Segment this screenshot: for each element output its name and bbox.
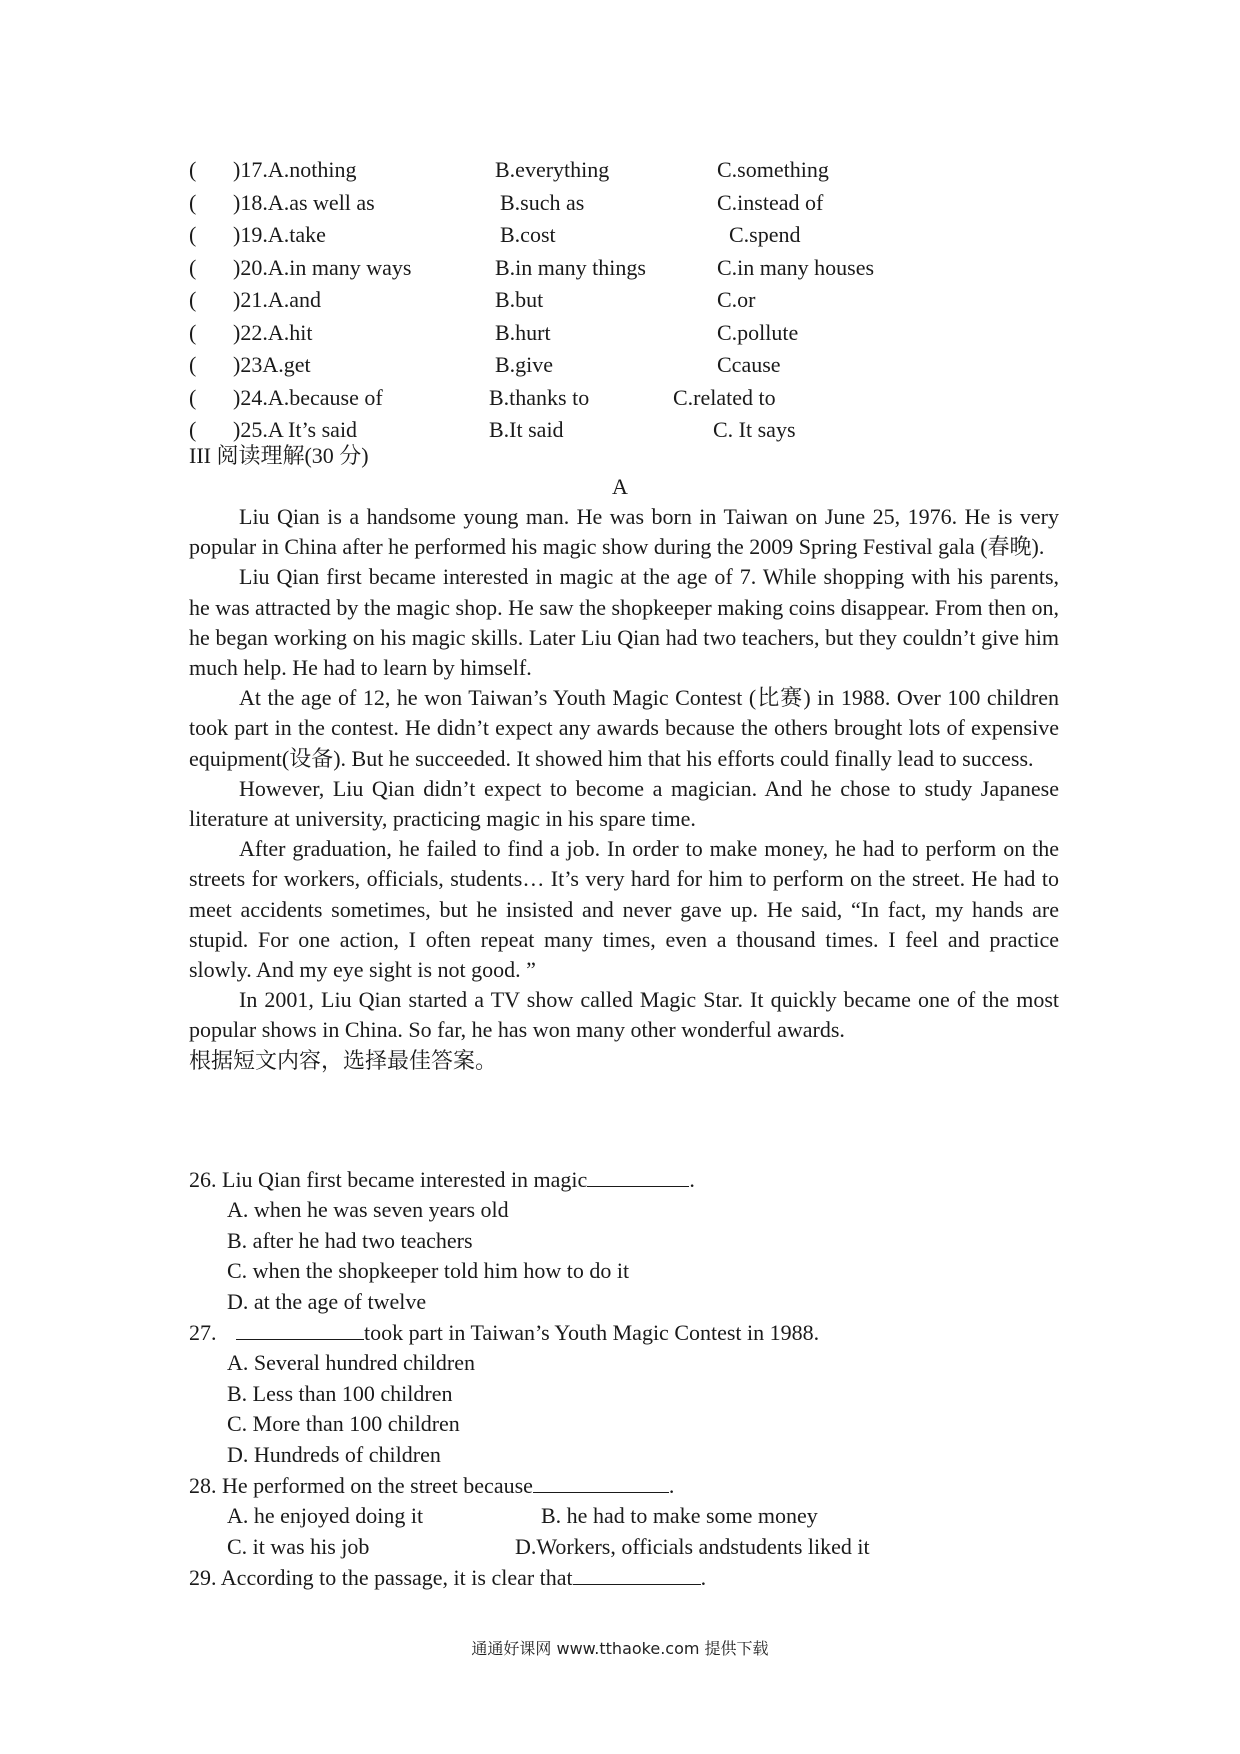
- answer-paren: (: [189, 287, 197, 312]
- answer-blank: [236, 1317, 364, 1340]
- option-a: )22.A.hit: [233, 319, 313, 345]
- answer-blank: [587, 1164, 689, 1187]
- choice: C. it was his job: [227, 1533, 370, 1559]
- option-c: C.or: [717, 287, 756, 312]
- question-number: 27.: [189, 1320, 217, 1346]
- question-stem: 28. He performed on the street because: [189, 1473, 533, 1499]
- option-c: Ccause: [717, 352, 781, 377]
- option-c: C. It says: [713, 417, 796, 442]
- paragraph: However, Liu Qian didn’t expect to become a magician. And he chose to study Japanese literature at university, practicing magic in his spare time.: [189, 775, 1059, 832]
- passage-letter: A: [612, 474, 628, 499]
- question-stem: took part in Taiwan’s Youth Magic Contest in 1988.: [364, 1320, 820, 1346]
- choice: D.Workers, officials andstudents liked it: [515, 1533, 870, 1559]
- paragraph: At the age of 12, he won Taiwan’s Youth Magic Contest (比赛) in 1988. Over 100 children took part in the contest. He didn’t expect any awards because the others brought lots of expensive equipment(设备). But he succeeded. It showed him that his efforts could finally lead to success.: [189, 685, 1059, 771]
- paragraph: After graduation, he failed to find a job. In order to make money, he had to perform on the streets for workers, officials, students… It’s very hard for him to perform on the street. He had to meet accidents sometimes, but he insisted and never gave up. He said, “In fact, my hands are stupid. For one action, I often repeat many times, even a thousand times. I feel and practice slowly. And my eye sight is not good. ”: [189, 836, 1059, 983]
- option-c: C.related to: [673, 384, 776, 410]
- paragraph: Liu Qian is a handsome young man. He was born in Taiwan on June 25, 1976. He is very popular in China after he performed his magic show during the 2009 Spring Festival gala (春晚).: [189, 504, 1059, 560]
- question-28: [189, 1470, 1059, 1501]
- option-a: )17.A.nothing: [233, 157, 357, 182]
- reading-passage: [189, 502, 1059, 1076]
- choice: C. when the shopkeeper told him how to do it: [227, 1258, 630, 1284]
- choice: B. he had to make some money: [541, 1503, 818, 1529]
- answer-paren: (: [189, 319, 197, 345]
- option-a: )21.A.and: [233, 287, 321, 312]
- question-26: [189, 1164, 1059, 1195]
- answer-paren: (: [189, 417, 197, 442]
- section-heading: III 阅读理解(30 分): [189, 443, 369, 468]
- answer-paren: (: [189, 189, 197, 215]
- question-stem: 26. Liu Qian first became interested in magic: [189, 1167, 588, 1192]
- question-end: .: [700, 1565, 707, 1591]
- answer-blank: [533, 1470, 669, 1493]
- choice: D. Hundreds of children: [227, 1441, 441, 1467]
- choice: D. at the age of twelve: [227, 1288, 427, 1314]
- choice: A. Several hundred children: [227, 1350, 476, 1376]
- option-a: )24.A.because of: [233, 384, 383, 410]
- questions: [189, 1164, 1059, 1594]
- option-a: )18.A.as well as: [233, 189, 375, 215]
- choice: A. he enjoyed doing it: [227, 1503, 424, 1529]
- question-29: [189, 1562, 1059, 1593]
- paragraph: In 2001, Liu Qian started a TV show called Magic Star. It quickly became one of the most popular shows in China. So far, he has won many other wonderful awards.: [189, 987, 1059, 1043]
- option-c: C.instead of: [717, 189, 824, 215]
- option-a: )23A.get: [233, 352, 311, 377]
- option-c: C.spend: [729, 222, 801, 247]
- option-b: B.thanks to: [489, 384, 590, 410]
- question-stem: 29. According to the passage, it is clear that: [189, 1565, 573, 1591]
- option-c: C.something: [717, 157, 829, 182]
- paragraph: Liu Qian first became interested in magic at the age of 7. While shopping with his parents, he was attracted by the magic shop. He saw the shopkeeper making coins disappear. From then on, he began working on his magic skills. Later Liu Qian had two teachers, but they couldn’t give him much help. He had to learn by himself.: [189, 564, 1059, 681]
- option-b: B.give: [495, 352, 554, 377]
- footer-source: 通通好课网 www.tthaoke.com 提供下载: [471, 1639, 769, 1658]
- option-c: C.in many houses: [717, 254, 875, 280]
- option-b: B.in many things: [495, 254, 646, 280]
- question-end: .: [689, 1167, 695, 1192]
- choice: C. More than 100 children: [227, 1411, 460, 1437]
- choice: B. Less than 100 children: [227, 1380, 453, 1406]
- option-a: )20.A.in many ways: [233, 254, 412, 280]
- answer-paren: (: [189, 254, 197, 280]
- option-b: B.hurt: [495, 319, 551, 345]
- option-a: )25.A It’s said: [233, 417, 358, 442]
- choice-row: [189, 1501, 1059, 1531]
- choice: A. when he was seven years old: [227, 1197, 509, 1223]
- option-b: B.cost: [500, 222, 556, 247]
- option-b: B.such as: [500, 189, 585, 215]
- option-c: C.pollute: [717, 319, 799, 345]
- question-27: [189, 1317, 1059, 1348]
- answer-paren: (: [189, 222, 197, 247]
- answer-paren: (: [189, 157, 197, 182]
- choice: B. after he had two teachers: [227, 1227, 473, 1253]
- option-b: B.everything: [495, 157, 610, 182]
- answer-paren: (: [189, 384, 197, 410]
- option-b: B.but: [495, 287, 544, 312]
- answer-blank: [573, 1562, 701, 1585]
- question-end: .: [668, 1473, 675, 1499]
- option-b: B.It said: [489, 417, 564, 442]
- instruction: 根据短文内容，选择最佳答案。: [189, 1047, 498, 1073]
- choice-row: [189, 1532, 1059, 1562]
- option-a: )19.A.take: [233, 222, 326, 247]
- answer-paren: (: [189, 352, 197, 377]
